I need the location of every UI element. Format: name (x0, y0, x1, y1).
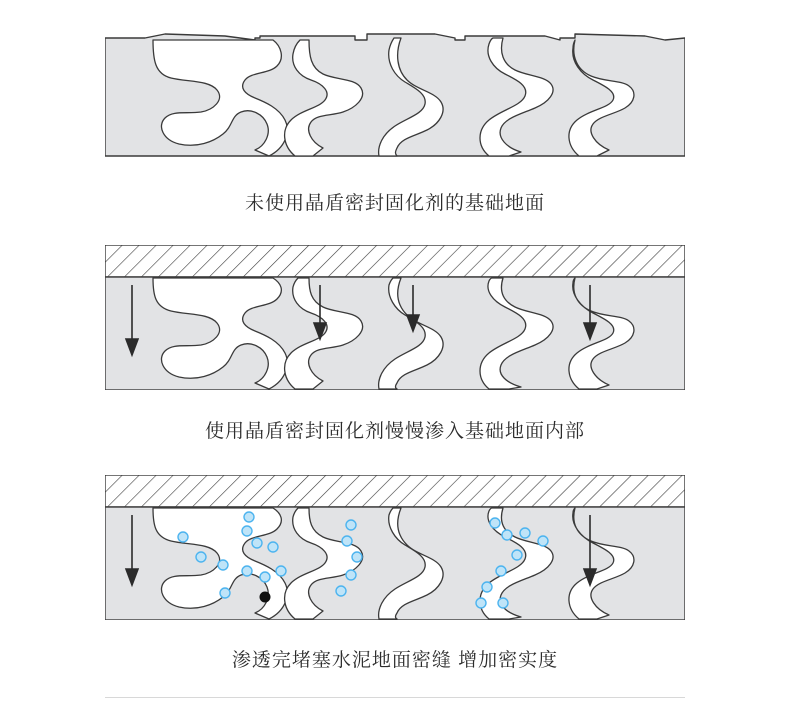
caption-untreated: 未使用晶盾密封固化剂的基础地面 (244, 193, 545, 214)
dark-particle (260, 592, 270, 602)
panel-3-svg (105, 475, 685, 620)
bottom-divider (105, 697, 685, 698)
caption-penetrating: 使用晶盾密封固化剂慢慢渗入基础地面内部 (204, 421, 585, 442)
panel-2-svg (105, 245, 685, 390)
untreated-floor-diagram (105, 30, 685, 158)
sealer-penetrating-diagram (105, 245, 685, 390)
sealer-layer (105, 245, 685, 277)
caption-sealed: 渗透完堵塞水泥地面密缝 增加密实度 (231, 650, 559, 671)
sealer-layer (105, 475, 685, 507)
panel-1-svg (105, 30, 685, 158)
pores-sealed-diagram (105, 475, 685, 620)
